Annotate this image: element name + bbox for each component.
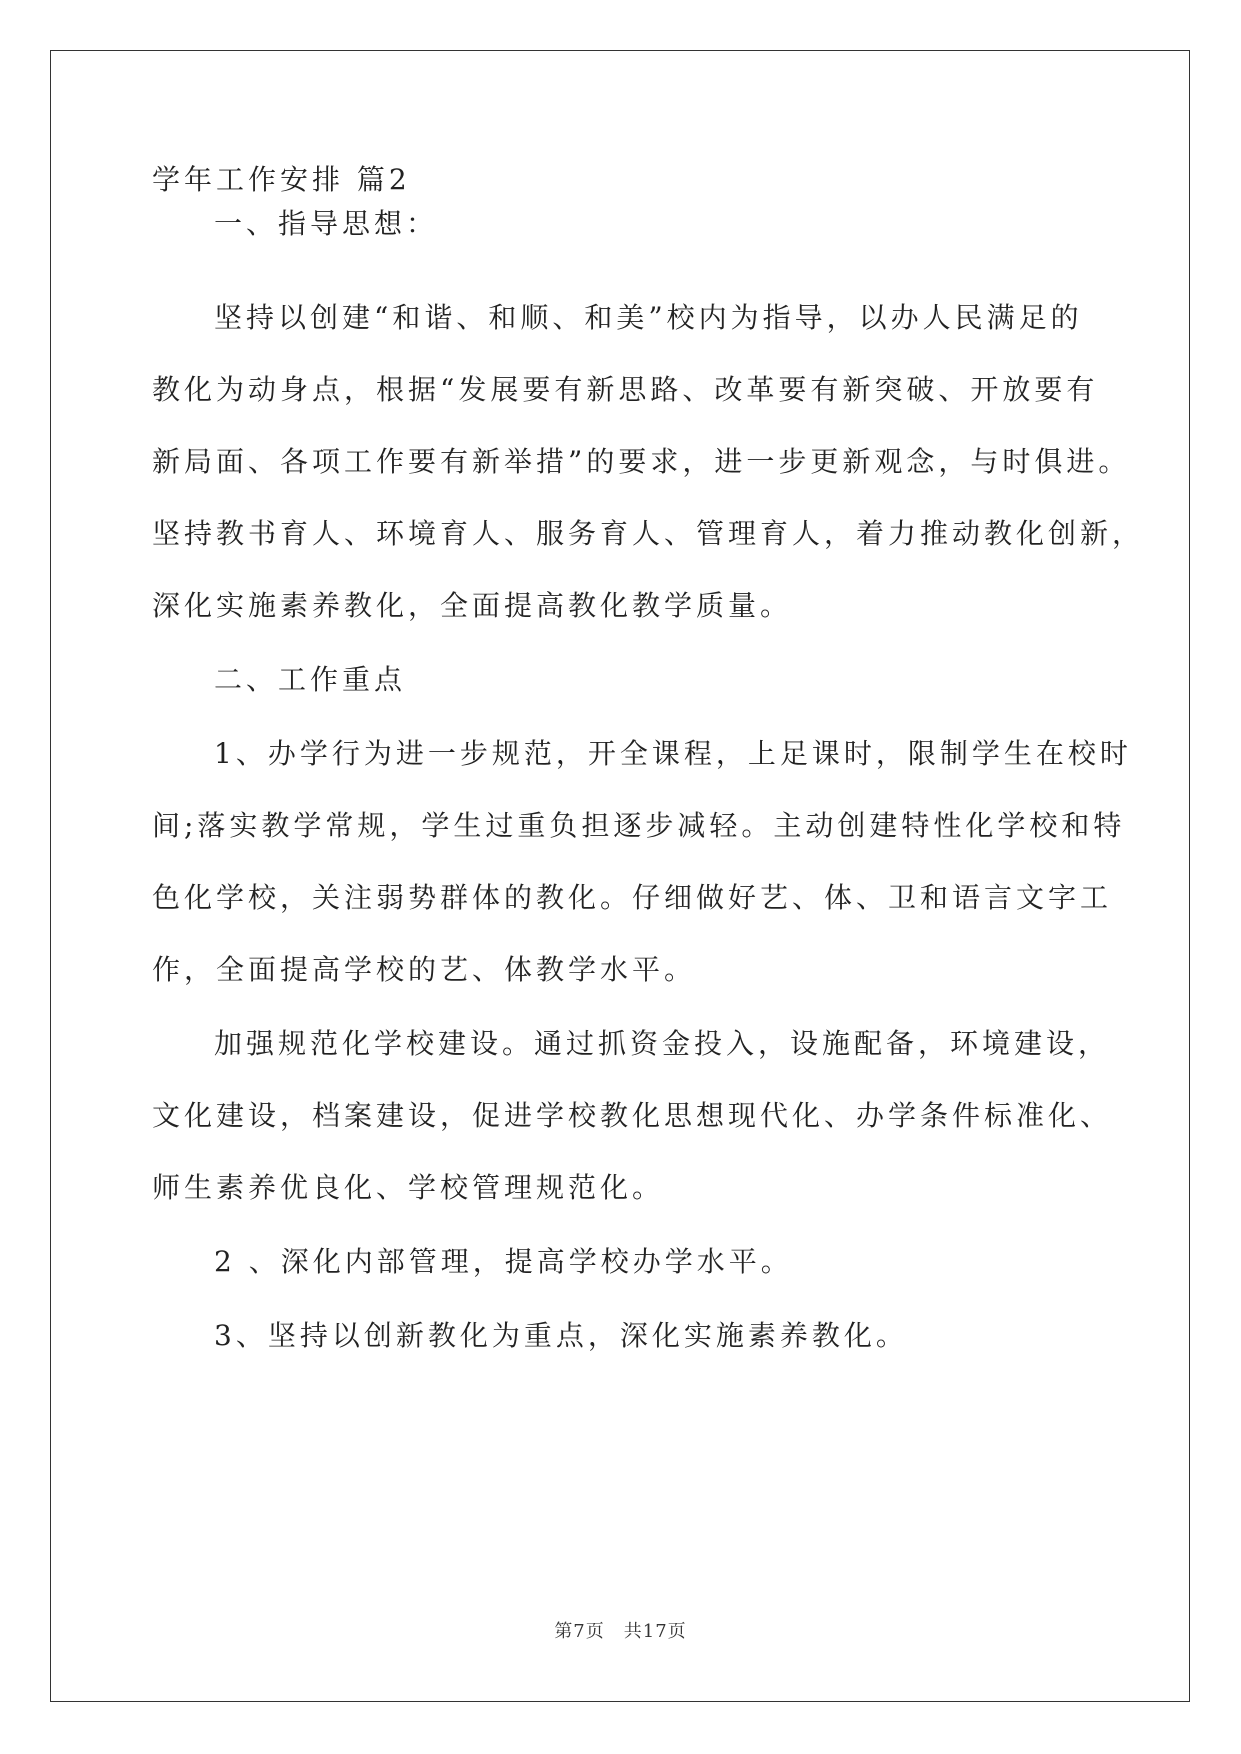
paragraph-line: 文化建设，档案建设，促进学校教化思想现代化、办学条件标准化、	[152, 1099, 1113, 1132]
paragraph-line: 师生素养优良化、学校管理规范化。	[152, 1171, 665, 1204]
paragraph-line: 1、办学行为进一步规范，开全课程，上足课时，限制学生在校时	[214, 737, 1132, 770]
paragraph-line: 色化学校，关注弱势群体的教化。仔细做好艺、体、卫和语言文字工	[152, 881, 1113, 914]
paragraph-line: 新局面、各项工作要有新举措”的要求，进一步更新观念，与时俱进。	[152, 445, 1131, 478]
paragraph-line: 坚持以创建“和谐、和顺、和美”校内为指导，以办人民满足的	[214, 301, 1083, 334]
paragraph-line: 间;落实教学常规，学生过重负担逐步减轻。主动创建特性化学校和特	[152, 809, 1126, 842]
heading-work-focus: 二、工作重点	[214, 663, 407, 696]
list-item: 3、坚持以创新教化为重点，深化实施素养教化。	[214, 1319, 908, 1352]
paragraph-line: 加强规范化学校建设。通过抓资金投入，设施配备，环境建设，	[214, 1027, 1111, 1060]
paragraph-line: 坚持教书育人、环境育人、服务育人、管理育人，着力推动教化创新，	[152, 517, 1145, 550]
section-title: 学年工作安排 篇2	[152, 163, 411, 196]
page-number: 第7页 共17页	[554, 1621, 687, 1642]
heading-guiding-thought: 一、指导思想：	[214, 207, 439, 240]
paragraph-line: 深化实施素养教化，全面提高教化教学质量。	[152, 589, 793, 622]
paragraph-line: 作，全面提高学校的艺、体教学水平。	[152, 953, 697, 986]
list-item: 2 、深化内部管理，提高学校办学水平。	[214, 1245, 793, 1278]
paragraph-line: 教化为动身点，根据“发展要有新思路、改革要有新突破、开放要有	[152, 373, 1099, 406]
